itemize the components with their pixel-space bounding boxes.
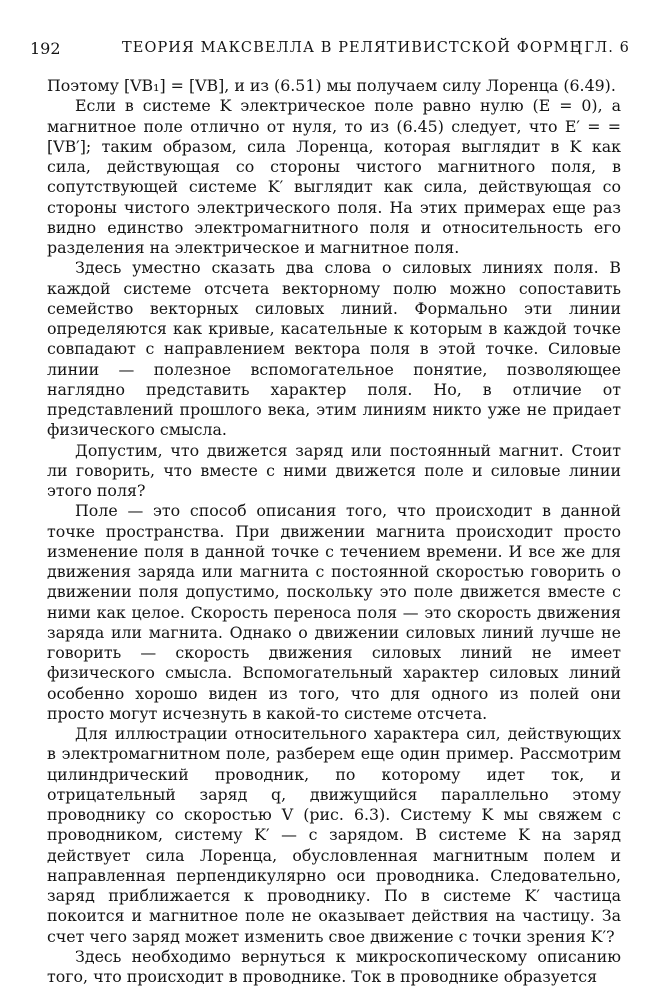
paragraph: Допустим, что движется заряд или постоянный магнит. Стоит ли говорить, что вместе с ними движется поле и силовые линии этого поля? <box>47 440 621 500</box>
chapter-label: [ГЛ. 6 <box>577 40 630 56</box>
paragraph: Если в системе K электрическое поле равно нулю (E = 0), а магнитное поле отлично от нуля, то из (6.45) следует, что E′ = = [VB′]; таким образом, сила Лоренца, которая выглядит в K как сила, действующая со стороны чистого магнитного поля, в сопутствующей системе K′ выглядит как сила, действующая со стороны чистого электрического поля. На этих примерах еще раз видно единство электромагнитного поля и относительность его разделения на электрическое и магнитное поля. <box>47 96 621 257</box>
paragraph: Поле — это способ описания того, что происходит в данной точке пространства. При движении магнита происходит просто изменение поля в данной точке с течением времени. И все же для движения заряда или магнита с постоянной скоростью говорить о движении поля допустимо, поскольку это поле движется вместе с ними как целое. Скорость переноса поля — это скорость движения заряда или магнита. Однако о движении силовых линий лучше не говорить — скорость движения силовых линий не имеет физического смысла. Вспомогательный характер силовых линий особенно хорошо виден из того, что для одного из полей они просто могут исчезнуть в какой-то системе отсчета. <box>47 501 621 723</box>
page-header <box>30 37 630 61</box>
page-body <box>47 76 621 987</box>
running-title: ТЕОРИЯ МАКСВЕЛЛА В РЕЛЯТИВИСТСКОЙ ФОРМЕ <box>122 40 582 56</box>
paragraph: Для иллюстрации относительного характера сил, действующих в электромагнитном поле, разберем еще один пример. Рассмотрим цилиндрический проводник, по которому идет ток, и отрицательный заряд q, движущийся параллельно этому проводнику со скоростью V (рис. 6.3). Систему K мы свяжем с проводником, систему K′ — с зарядом. В системе K на заряд действует сила Лоренца, обусловленная магнитным полем и направленная перпендикулярно оси проводника. Следовательно, заряд приближается к проводнику. По в системе K′ частица покоится и магнитное поле не оказывает действия на частицу. За счет чего заряд может изменить свое движение с точки зрения K′? <box>47 724 621 946</box>
paragraph: Здесь уместно сказать два слова о силовых линиях поля. В каждой системе отсчета векторному полю можно сопоставить семейство векторных силовых линий. Формально эти линии определяются как кривые, касательные к которым в каждой точке совпадают с направлением вектора поля в этой точке. Силовые линии — полезное вспомогательное понятие, позволяющее наглядно представить характер поля. Но, в отличие от представлений прошлого века, этим линиям никто уже не придает физического смысла. <box>47 258 621 440</box>
page-number: 192 <box>30 39 61 58</box>
paragraph: Поэтому [VB₁] = [VB], и из (6.51) мы получаем силу Лоренца (6.49). <box>47 76 616 95</box>
paragraph: Здесь необходимо вернуться к микроскопическому описанию того, что происходит в проводнике. Ток в проводнике образуется <box>47 946 621 986</box>
